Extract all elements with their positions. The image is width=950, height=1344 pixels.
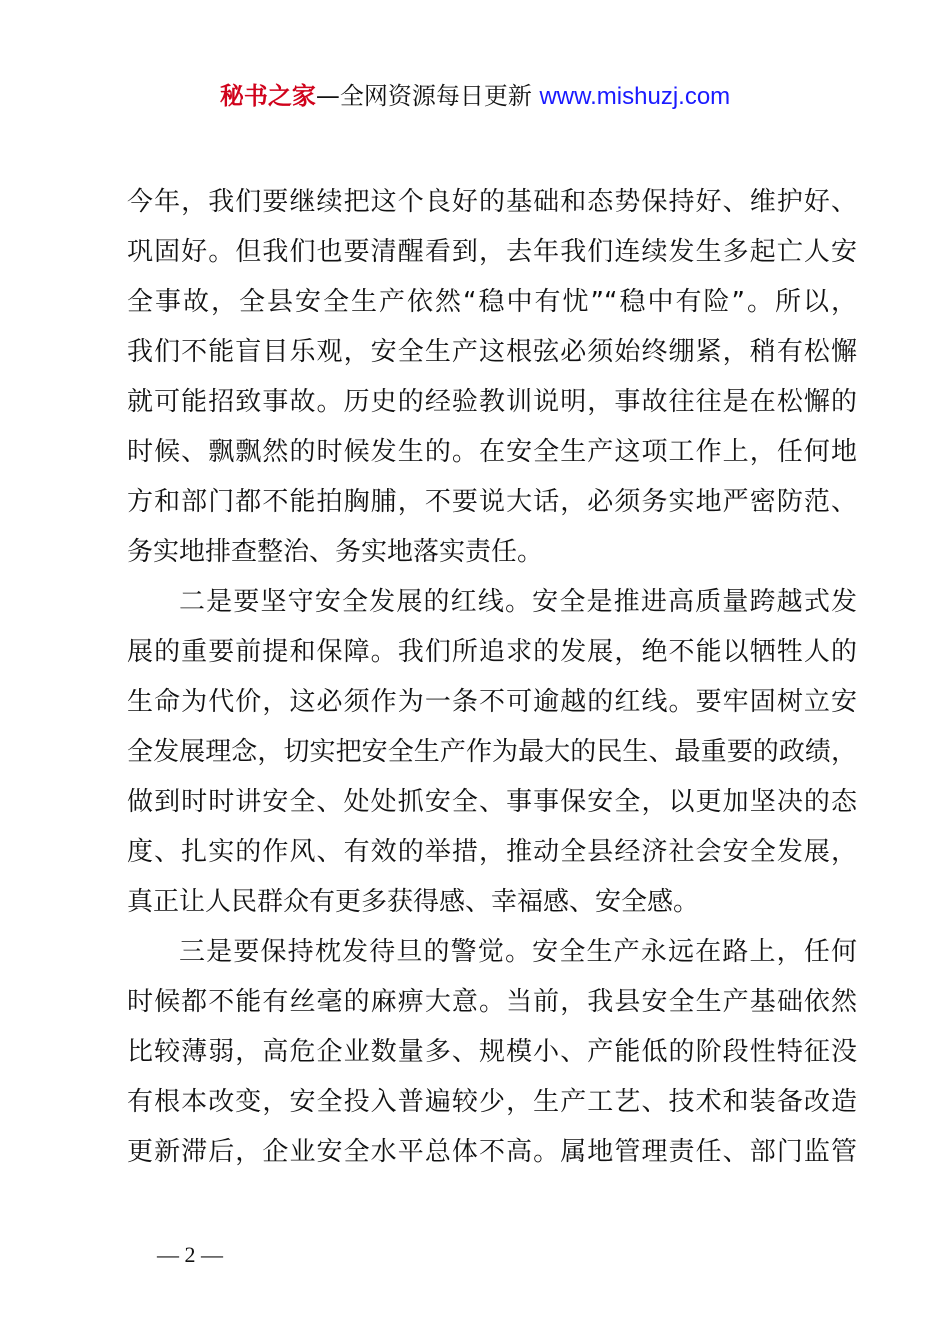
text-line: 时候、飘飘然的时候发生的。在安全生产这项工作上，任何地: [127, 437, 857, 467]
text-line: 二是要坚守安全发展的红线。安全是推进高质量跨越式发: [179, 587, 857, 617]
header-slogan: —全网资源每日更新: [315, 82, 540, 110]
text-line: 有根本改变，安全投入普遍较少，生产工艺、技术和装备改造: [127, 1087, 857, 1117]
text-line: 比较薄弱，高危企业数量多、规模小、产能低的阶段性特征没: [127, 1037, 857, 1067]
text-line: 全发展理念，切实把安全生产作为最大的民生、最重要的政绩，: [127, 737, 857, 767]
page-header: [0, 80, 950, 113]
text-line: 我们不能盲目乐观，安全生产这根弦必须始终绷紧，稍有松懈: [127, 337, 857, 367]
text-line: 今年，我们要继续把这个良好的基础和态势保持好、维护好、: [127, 187, 857, 217]
text-line: 务实地排查整治、务实地落实责任。: [127, 537, 544, 567]
text-line: 度、扎实的作风、有效的举措，推动全县经济社会安全发展，: [127, 837, 857, 867]
document-body: [127, 177, 857, 1177]
text-line: 做到时时讲安全、处处抓安全、事事保安全，以更加坚决的态: [127, 787, 857, 817]
text-line: 时候都不能有丝毫的麻痹大意。当前，我县安全生产基础依然: [127, 987, 857, 1017]
paragraph: [127, 927, 857, 1177]
header-brand: 秘书之家: [219, 82, 316, 110]
text-line: 更新滞后，企业安全水平总体不高。属地管理责任、部门监管: [127, 1137, 857, 1167]
text-line: 方和部门都不能拍胸脯，不要说大话，必须务实地严密防范、: [127, 487, 857, 517]
text-line: 真正让人民群众有更多获得感、幸福感、安全感。: [127, 887, 700, 917]
text-line: 展的重要前提和保障。我们所追求的发展，绝不能以牺牲人的: [127, 637, 857, 667]
paragraph: [127, 177, 857, 577]
header-site-url[interactable]: www.mishuzj.com: [539, 83, 731, 110]
text-line: 三是要保持枕发待旦的警觉。安全生产永远在路上，任何: [179, 937, 857, 967]
text-line: 生命为代价，这必须作为一条不可逾越的红线。要牢固树立安: [127, 687, 857, 717]
paragraph: [127, 577, 857, 927]
text-line: 就可能招致事故。历史的经验教训说明，事故往往是在松懈的: [127, 387, 857, 417]
text-line: 全事故，全县安全生产依然“稳中有忧”“稳中有险”。所以，: [127, 287, 857, 317]
text-line: 巩固好。但我们也要清醒看到，去年我们连续发生多起亡人安: [127, 237, 857, 267]
page-number: — 2 —: [157, 1242, 223, 1267]
